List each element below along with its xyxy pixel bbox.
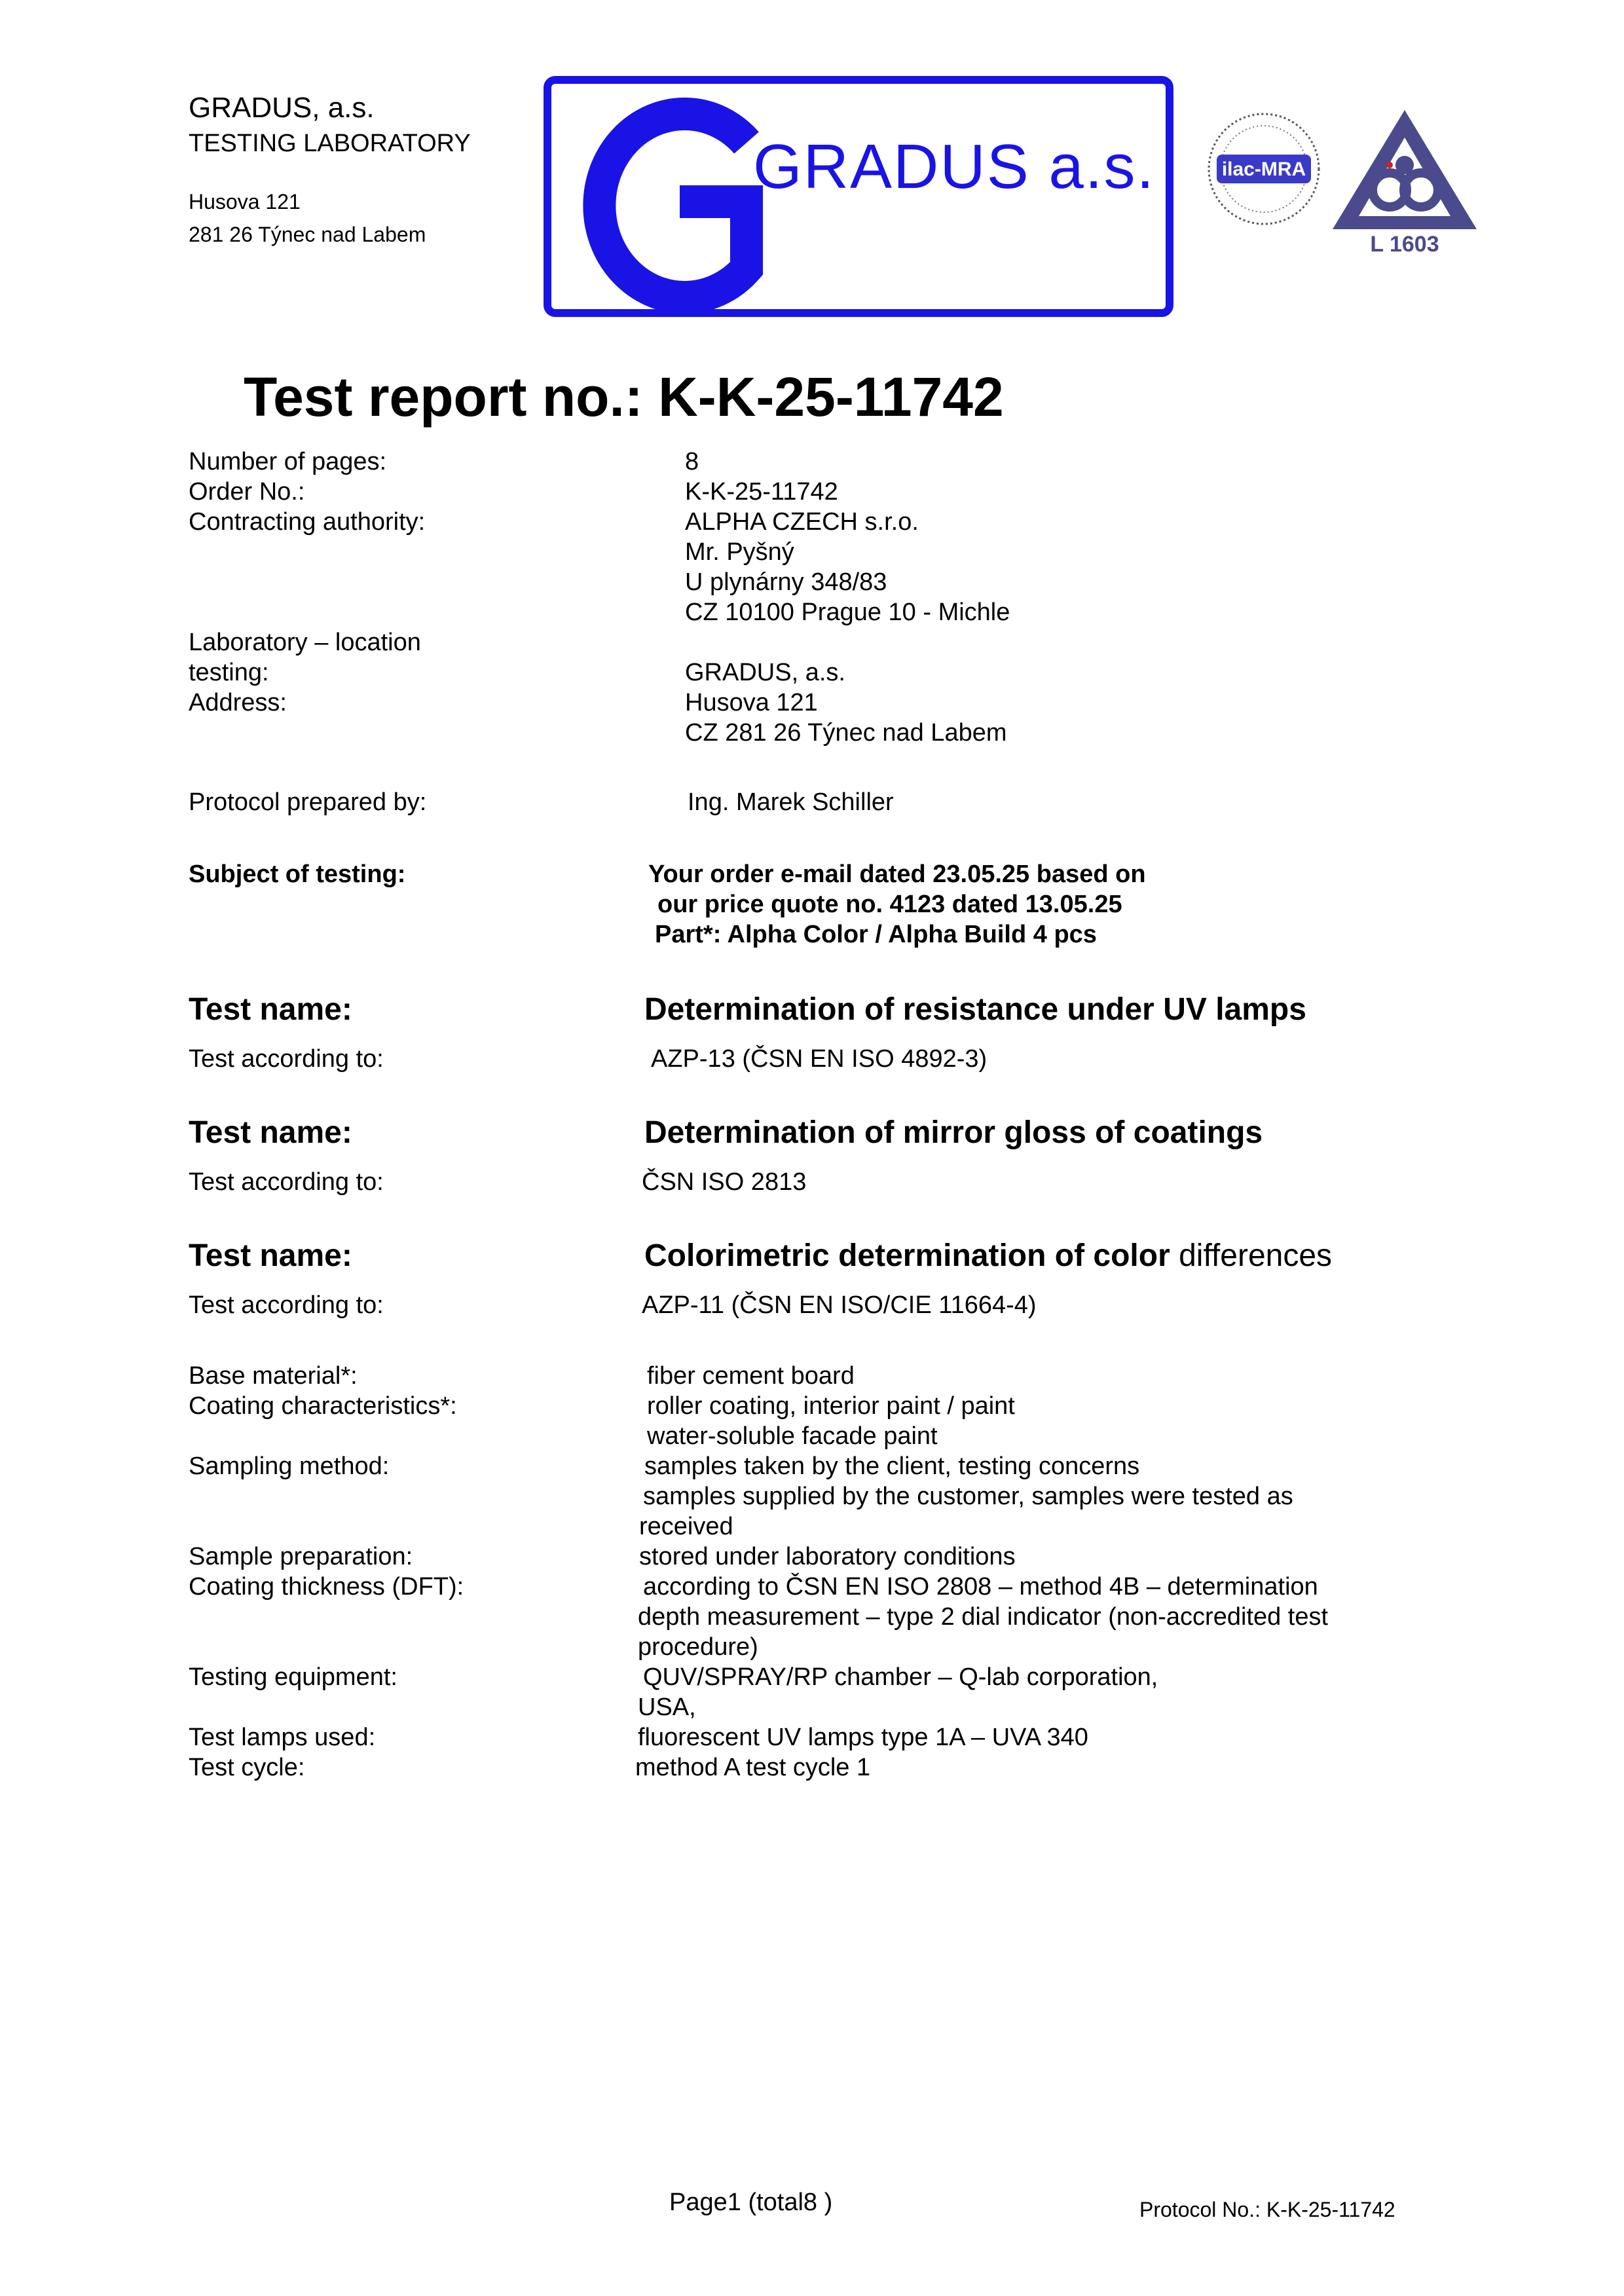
test-name: Determination of mirror gloss of coatings [644,1115,1263,1150]
contracting-line: ALPHA CZECH s.r.o. [685,508,919,536]
contracting-label: Contracting authority: [189,508,426,536]
base-material-value: fiber cement board [647,1362,855,1390]
test-according-label: Test according to: [189,1045,384,1073]
contracting-line: Mr. Pyšný [685,538,794,566]
test-according-label: Test according to: [189,1168,384,1196]
lab-location-value: GRADUS, a.s. [685,659,845,686]
lab-name: TESTING LABORATORY [189,130,471,157]
coating-line: water-soluble facade paint [647,1422,938,1450]
equipment-line: USA, [638,1694,696,1721]
page-number: Page1 (total8 ) [669,2189,833,2216]
test-according-value: AZP-13 (ČSN EN ISO 4892-3) [651,1045,987,1073]
sampling-line: received [639,1513,733,1540]
address-line: Husova 121 [685,689,818,716]
pages-value: 8 [685,448,699,475]
cycle-label: Test cycle: [189,1754,305,1781]
g-letter-icon [575,97,771,313]
company-city: 281 26 Týnec nad Labem [189,223,426,246]
pages-label: Number of pages: [189,448,387,475]
thickness-line: depth measurement – type 2 dial indicator (non-accredited test [638,1603,1329,1631]
subject-line: Your order e-mail dated 23.05.25 based on [648,861,1146,888]
coating-line: roller coating, interior paint / paint [647,1392,1015,1420]
order-value: K-K-25-11742 [685,478,838,506]
company-street: Husova 121 [189,190,301,213]
order-label: Order No.: [189,478,305,506]
equipment-label: Testing equipment: [189,1663,397,1691]
address-line: CZ 281 26 Týnec nad Labem [685,719,1007,747]
address-label: Address: [189,689,287,716]
test-name [644,1238,1332,1274]
sampling-line: samples taken by the client, testing concerns [644,1453,1140,1480]
lamps-label: Test lamps used: [189,1724,376,1751]
subject-line: our price quote no. 4123 dated 13.05.25 [657,891,1122,918]
test-according-value: ČSN ISO 2813 [642,1168,807,1196]
sampling-line: samples supplied by the customer, samples were tested as [643,1483,1293,1510]
company-name: GRADUS, a.s. [189,92,375,124]
report-title: Test report no.: K-K-25-11742 [244,366,1004,428]
protocol-number: Protocol No.: K-K-25-11742 [1139,2198,1395,2221]
prepared-value: Ing. Marek Schiller [688,788,894,816]
logo-text: GRADUS a.s. [753,132,1156,202]
accreditation-number: L 1603 [1370,232,1439,255]
test-name-bold: Colorimetric determination of color [644,1238,1170,1273]
gradus-logo [544,76,1173,317]
test-name: Determination of resistance under UV lamps [644,992,1306,1027]
test-according-value: AZP-11 (ČSN EN ISO/CIE 11664-4) [642,1291,1037,1319]
thickness-label: Coating thickness (DFT): [189,1573,464,1601]
lab-location-label: Laboratory – location [189,629,421,656]
test-according-label: Test according to: [189,1291,384,1319]
base-material-label: Base material*: [189,1362,358,1390]
ilac-text: ilac-MRA [1221,158,1306,180]
subject-line: Part*: Alpha Color / Alpha Build 4 pcs [655,921,1097,948]
cycle-value: method A test cycle 1 [635,1754,871,1781]
test-name-label: Test name: [189,1238,352,1273]
equipment-line: QUV/SPRAY/RP chamber – Q-lab corporation, [643,1663,1158,1691]
test-name-label: Test name: [189,1115,352,1150]
contracting-line: U plynárny 348/83 [685,568,887,596]
prepared-label: Protocol prepared by: [189,788,427,816]
test-name-tail: differences [1170,1238,1333,1273]
lab-location-label-2: testing: [189,659,269,686]
coating-label: Coating characteristics*: [189,1392,457,1420]
ilac-mra-logo [1205,110,1323,228]
test-name-label: Test name: [189,992,352,1027]
thickness-line: according to ČSN EN ISO 2808 – method 4B – determination [643,1573,1318,1601]
prep-value: stored under laboratory conditions [639,1543,1016,1570]
prep-label: Sample preparation: [189,1543,413,1570]
thickness-line: procedure) [638,1633,758,1661]
lamps-value: fluorescent UV lamps type 1A – UVA 340 [638,1724,1088,1751]
accreditation-logo [1329,105,1480,255]
subject-label: Subject of testing: [189,861,406,888]
contracting-line: CZ 10100 Prague 10 - Michle [685,599,1010,626]
sampling-label: Sampling method: [189,1453,390,1480]
